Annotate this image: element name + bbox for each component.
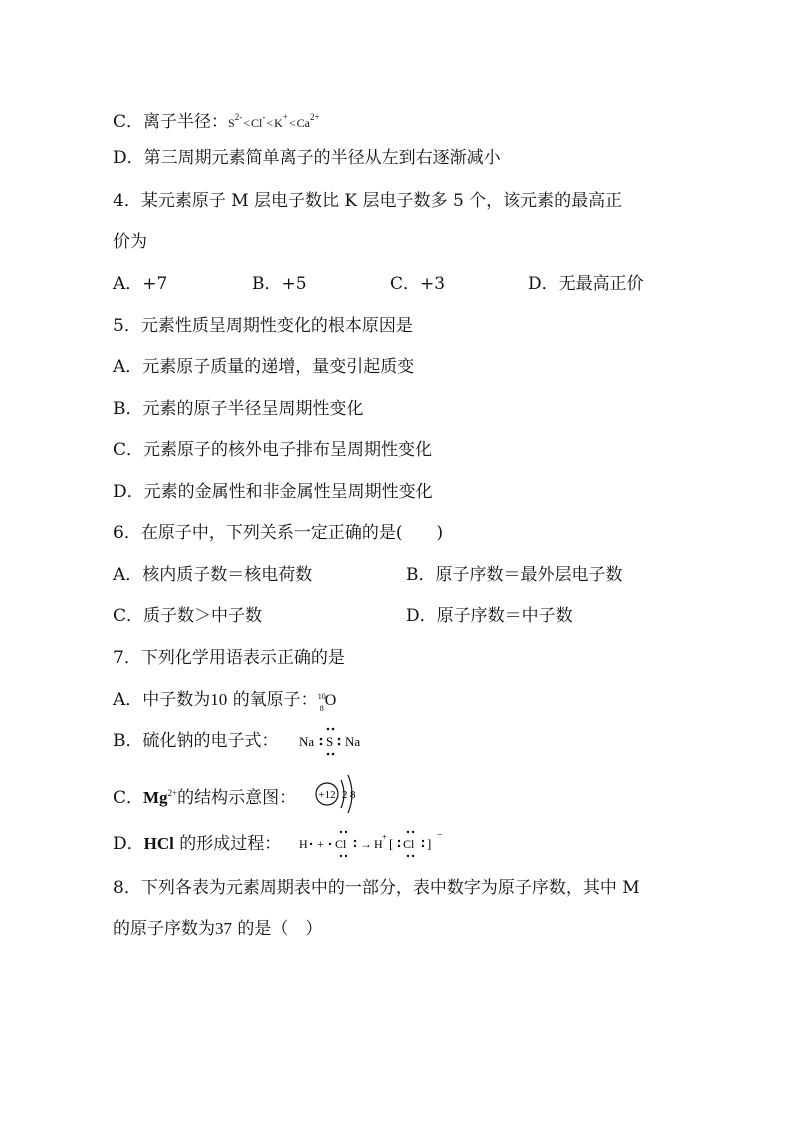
q7-option-c: C．$Mg^{2+}$的结构示意图：	[113, 788, 297, 808]
svg-text:H: H	[374, 837, 383, 851]
svg-text:S: S	[326, 734, 334, 749]
q6-option-d: D．原子序数＝中子数	[406, 606, 573, 626]
q6-option-c: C．质子数＞中子数	[113, 606, 263, 626]
svg-text:]: ]	[427, 836, 432, 851]
magnesium-ion-structure-diagram	[314, 772, 364, 816]
svg-text:+: +	[382, 832, 388, 842]
q5-option-d: D．元素的金属性和非金属性呈周期性变化	[113, 482, 433, 502]
ionic-radius-formula: $S^{2-}<Cl^-<K^+<Ca^{2+}$	[228, 112, 320, 130]
svg-text:+: +	[317, 837, 324, 851]
svg-text:H: H	[299, 837, 308, 851]
sodium-sulfide-electron-formula	[297, 724, 377, 758]
q5-option-a: A．元素原子质量的递增，量变引起质变	[113, 357, 415, 377]
q5-stem: 5．元素性质呈周期性变化的根本原因是	[113, 316, 413, 336]
q3-option-d: D．第三周期元素简单离子的半径从左到右逐渐减小	[113, 148, 501, 168]
svg-text:−: −	[437, 830, 443, 841]
svg-text:Na: Na	[345, 734, 361, 749]
svg-text:2: 2	[342, 789, 348, 801]
q6-stem: 6．在原子中，下列关系一定正确的是( )	[113, 523, 444, 543]
q8-stem-line1: 8．下列各表为元素周期表中的一部分，表中数字为原子序数，其中 M	[113, 878, 640, 898]
q7-option-a: A．中子数为10 的氧原子： 10 8 O	[113, 687, 338, 712]
svg-text:Na: Na	[299, 734, 315, 749]
q7-stem: 7．下列化学用语表示正确的是	[113, 648, 345, 668]
svg-text:→: →	[360, 837, 372, 851]
hcl-formation-process	[297, 826, 457, 862]
q7-option-d: D．HCl 的形成过程：	[113, 834, 282, 854]
q8-stem-line2: 的原子序数为37 的是（ ）	[113, 919, 323, 939]
q4-option-a: A．+7	[113, 274, 168, 294]
q4-stem-line2: 价为	[113, 232, 147, 252]
q4-option-c: C．+3	[390, 274, 446, 294]
q5-option-b: B．元素的原子半径呈周期性变化	[113, 399, 364, 419]
q7-option-b: B．硫化钠的电子式：	[113, 731, 279, 751]
q4-option-b: B．+5	[252, 274, 307, 294]
q4-stem-line1: 4．某元素原子 M 层电子数比 K 层电子数多 5 个，该元素的最高正	[113, 191, 623, 211]
svg-text:[: [	[389, 836, 394, 851]
svg-text:+12: +12	[318, 789, 336, 801]
q6-option-a: A．核内质子数＝核电荷数	[113, 565, 313, 585]
svg-text:Cl: Cl	[403, 837, 415, 851]
svg-text:8: 8	[350, 789, 356, 801]
oxygen-nuclide-notation: 10 8 O	[317, 692, 337, 713]
q5-option-c: C．元素原子的核外电子排布呈周期性变化	[113, 440, 433, 460]
svg-text:Cl: Cl	[335, 837, 347, 851]
q6-option-b: B．原子序数＝最外层电子数	[406, 565, 623, 585]
q3-option-c: C．离子半径：$S^{2-}<Cl^-<K^+<Ca^{2+}$	[113, 112, 320, 132]
q4-option-d: D．无最高正价	[528, 274, 644, 294]
